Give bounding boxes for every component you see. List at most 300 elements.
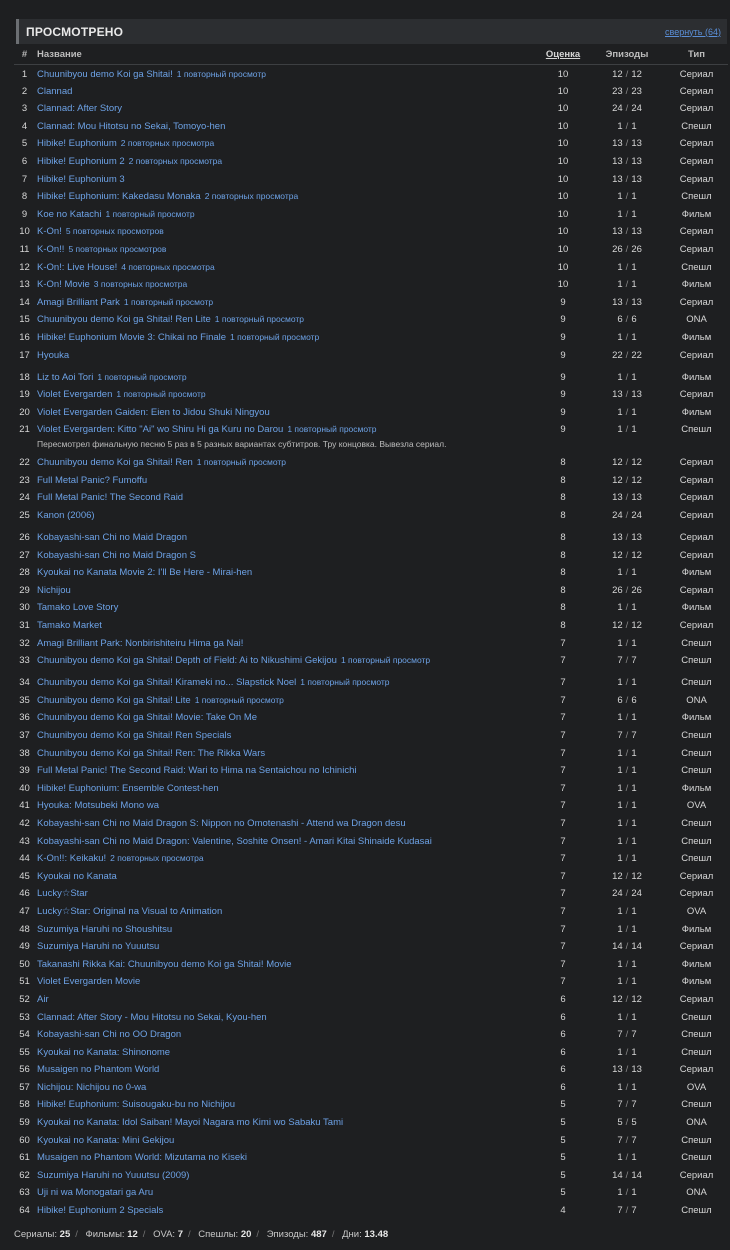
episodes-cell bbox=[589, 563, 665, 581]
table-row bbox=[14, 937, 728, 955]
ova-label: OVA: bbox=[153, 1229, 176, 1240]
episodes-watched: 13 bbox=[612, 226, 623, 238]
episodes-cell bbox=[589, 471, 665, 489]
anime-title-link[interactable]: Kobayashi-san Chi no Maid Dragon S: Nippon no Omotenashi - Attend wa Dragon desu bbox=[37, 817, 406, 829]
anime-title-link[interactable]: Hibike! Euphonium: Suisougaku-bu no Nichijou bbox=[37, 1099, 236, 1111]
row-number: 36 bbox=[19, 712, 30, 724]
anime-title-link[interactable]: Violet Evergarden Movie bbox=[37, 976, 141, 988]
anime-title-link[interactable]: Kobayashi-san Chi no Maid Dragon bbox=[37, 532, 187, 544]
title-cell bbox=[35, 420, 537, 453]
table-row bbox=[14, 506, 728, 528]
anime-title-link[interactable]: Chuunibyou demo Koi ga Shitai! bbox=[37, 68, 173, 80]
rewatch-count-link[interactable]: 5 повторных просмотров bbox=[68, 243, 167, 254]
anime-title-link[interactable]: Tamako Love Story bbox=[37, 602, 119, 614]
episodes-watched: 1 bbox=[617, 976, 623, 988]
rewatch-count-link[interactable]: 1 повторный просмотр bbox=[105, 208, 195, 219]
anime-title-link[interactable]: Hibike! Euphonium: Ensemble Contest-hen bbox=[37, 782, 219, 794]
title-cell bbox=[35, 651, 537, 673]
episodes-watched: 1 bbox=[617, 331, 623, 343]
anime-title-link[interactable]: Kobayashi-san Chi no Maid Dragon: Valentine, Soshite Onsen! - Amari Kitai Shinaide Kudasai bbox=[37, 835, 432, 847]
episodes-separator: / bbox=[625, 976, 629, 988]
episodes-total: 1 bbox=[631, 371, 637, 383]
episodes-cell bbox=[589, 726, 665, 744]
row-number: 50 bbox=[19, 958, 30, 970]
row-number: 13 bbox=[19, 279, 30, 291]
anime-title-link[interactable]: Musaigen no Phantom World: Mizutama no Kiseki bbox=[37, 1152, 247, 1164]
row-number: 22 bbox=[19, 457, 30, 469]
anime-title-link[interactable]: Suzumiya Haruhi no Shoushitsu bbox=[37, 923, 173, 935]
episodes-separator: / bbox=[625, 226, 629, 238]
episodes-separator: / bbox=[625, 532, 629, 544]
table-row bbox=[14, 205, 728, 223]
table-row bbox=[14, 990, 728, 1008]
row-number: 30 bbox=[19, 602, 30, 614]
title-cell bbox=[35, 258, 537, 276]
episodes-total: 26 bbox=[631, 584, 642, 596]
anime-title-link[interactable]: Full Metal Panic? Fumoffu bbox=[37, 474, 148, 486]
anime-title-link[interactable]: Hibike! Euphonium bbox=[37, 138, 117, 150]
anime-title-link[interactable]: Musaigen no Phantom World bbox=[37, 1064, 160, 1076]
episodes-total: 12 bbox=[631, 549, 642, 561]
score-cell: 9 bbox=[560, 406, 566, 418]
anime-title-link[interactable]: Kyoukai no Kanata: Idol Saiban! Mayoi Nagara mo Kimi wo Sabaku Tami bbox=[37, 1117, 344, 1129]
episodes-cell bbox=[589, 546, 665, 564]
score-cell: 8 bbox=[560, 532, 566, 544]
episodes-cell bbox=[589, 581, 665, 599]
collapse-link[interactable]: свернуть (64) bbox=[665, 26, 721, 37]
anime-title-link[interactable]: Liz to Aoi Tori bbox=[37, 371, 94, 383]
table-header-row bbox=[14, 48, 728, 64]
type-cell: Спешл bbox=[681, 747, 712, 759]
rewatch-count-link[interactable]: 1 повторный просмотр bbox=[340, 655, 431, 666]
rewatch-count-link[interactable]: 2 повторных просмотра bbox=[128, 155, 223, 166]
anime-title-link[interactable]: Lucky☆Star: Original na Visual to Animation bbox=[37, 905, 223, 917]
episodes-total: 13 bbox=[631, 296, 642, 308]
anime-title-link[interactable]: K-On!!: Keikaku! bbox=[37, 853, 107, 865]
episodes-total: 6 bbox=[631, 314, 637, 326]
anime-title-link[interactable]: Hyouka bbox=[37, 349, 70, 361]
rewatch-count-link[interactable]: 1 повторный просмотр bbox=[287, 424, 377, 435]
title-cell bbox=[35, 796, 537, 814]
films-count: 12 bbox=[127, 1229, 138, 1240]
title-cell bbox=[35, 779, 537, 797]
anime-title-link[interactable]: Kanon (2006) bbox=[37, 510, 95, 522]
rewatch-count-link[interactable]: 1 повторный просмотр bbox=[230, 331, 320, 342]
episodes-watched: 14 bbox=[612, 941, 623, 953]
episodes-total: 13 bbox=[631, 138, 642, 150]
episodes-cell bbox=[589, 761, 665, 779]
episodes-watched: 7 bbox=[617, 1029, 623, 1041]
anime-title-link[interactable]: Nichijou: Nichijou no 0-wa bbox=[37, 1081, 147, 1093]
score-cell: 10 bbox=[557, 226, 569, 238]
table-row bbox=[14, 368, 728, 386]
episodes-separator: / bbox=[625, 584, 629, 596]
title-cell bbox=[35, 99, 537, 117]
episodes-total: 1 bbox=[631, 765, 637, 777]
score-cell: 6 bbox=[560, 993, 566, 1005]
score-cell: 7 bbox=[560, 870, 566, 882]
anime-title-link[interactable]: Clannad: Mou Hitotsu no Sekai, Tomoyo-hen bbox=[37, 120, 226, 132]
episodes-separator: / bbox=[625, 155, 629, 167]
row-number: 32 bbox=[19, 637, 30, 649]
table-row bbox=[14, 1113, 728, 1131]
episodes-separator: / bbox=[625, 694, 629, 706]
episodes-watched: 7 bbox=[617, 730, 623, 741]
episodes-separator: / bbox=[625, 958, 629, 970]
episodes-total: 24 bbox=[631, 103, 642, 115]
rewatch-count-link[interactable]: 1 повторный просмотр bbox=[123, 296, 214, 307]
episodes-total: 7 bbox=[631, 730, 637, 741]
episodes-cell bbox=[589, 1078, 665, 1096]
episodes-separator: / bbox=[625, 279, 629, 291]
episodes-cell bbox=[589, 1148, 665, 1166]
table-row bbox=[14, 1078, 728, 1096]
title-cell bbox=[35, 1060, 537, 1078]
episodes-watched: 1 bbox=[617, 800, 623, 812]
episodes-watched: 1 bbox=[617, 261, 623, 273]
table-row bbox=[14, 1025, 728, 1043]
title-cell bbox=[35, 471, 537, 489]
episodes-watched: 13 bbox=[612, 492, 623, 504]
days-count: 13.48 bbox=[364, 1229, 389, 1240]
score-cell: 8 bbox=[560, 492, 566, 504]
episodes-cell bbox=[589, 275, 665, 293]
row-number: 8 bbox=[21, 191, 28, 203]
title-cell bbox=[35, 403, 537, 421]
episodes-separator: / bbox=[625, 406, 629, 418]
anime-title-link[interactable]: Hibike! Euphonium 3 bbox=[37, 173, 125, 185]
episodes-total: 7 bbox=[631, 1029, 637, 1041]
type-cell: Сериал bbox=[679, 549, 714, 561]
episodes-watched: 1 bbox=[617, 923, 623, 935]
anime-title-link[interactable]: Kobayashi-san Chi no Maid Dragon S bbox=[37, 549, 196, 561]
episodes-watched: 1 bbox=[617, 424, 623, 436]
episodes-watched: 13 bbox=[612, 138, 623, 150]
score-cell: 7 bbox=[560, 800, 566, 812]
episodes-watched: 1 bbox=[617, 817, 623, 829]
type-cell: Фильм bbox=[681, 371, 712, 383]
row-number: 3 bbox=[21, 103, 28, 115]
type-cell: Сериал bbox=[679, 492, 714, 504]
score-cell: 7 bbox=[560, 941, 566, 953]
anime-title-link[interactable]: K-On! bbox=[37, 226, 62, 238]
score-cell: 7 bbox=[560, 730, 566, 741]
anime-title-link[interactable]: Violet Evergarden Gaiden: Eien to Jidou Shuki Ningyou bbox=[37, 406, 270, 418]
episodes-separator: / bbox=[625, 68, 629, 80]
score-cell: 8 bbox=[560, 584, 566, 596]
table-row bbox=[14, 82, 728, 100]
row-number: 4 bbox=[21, 120, 28, 132]
episodes-total: 1 bbox=[631, 208, 637, 220]
episodes-separator: / bbox=[625, 1169, 629, 1181]
title-cell bbox=[35, 293, 537, 311]
rewatch-count-link[interactable]: 5 повторных просмотров bbox=[65, 226, 164, 237]
score-cell: 10 bbox=[557, 68, 569, 80]
anime-title-link[interactable]: Kyoukai no Kanata: Mini Gekijou bbox=[37, 1134, 175, 1146]
score-cell: 5 bbox=[560, 1134, 566, 1146]
anime-title-link[interactable]: Full Metal Panic! The Second Raid: Wari to Hima na Sentaichou no Ichinichi bbox=[37, 765, 357, 777]
user-comment: Пересмотрел финальную песню 5 раз в 5 разных вариантах субтитров. Тру концовка. Вывезла сериал. bbox=[37, 439, 447, 450]
anime-title-link[interactable]: Chuunibyou demo Koi ga Shitai! Ren: The Rikka Wars bbox=[37, 747, 266, 759]
score-cell: 7 bbox=[560, 677, 566, 689]
row-number: 55 bbox=[19, 1046, 30, 1058]
episodes-watched: 6 bbox=[617, 694, 623, 706]
episodes-total: 1 bbox=[631, 817, 637, 829]
score-cell: 10 bbox=[557, 208, 569, 220]
episodes-total: 1 bbox=[631, 976, 637, 988]
score-cell: 6 bbox=[560, 1064, 566, 1076]
anime-title-link[interactable]: Chuunibyou demo Koi ga Shitai! Ren Specials bbox=[37, 730, 232, 741]
title-cell bbox=[35, 902, 537, 920]
episodes-separator: / bbox=[625, 389, 629, 401]
rewatch-count-link[interactable]: 1 повторный просмотр bbox=[176, 68, 266, 79]
type-cell: Спешл bbox=[681, 191, 712, 203]
table-row bbox=[14, 673, 728, 691]
episodes-separator: / bbox=[625, 747, 629, 759]
score-cell: 5 bbox=[560, 1169, 566, 1181]
episodes-separator: / bbox=[625, 243, 629, 255]
episodes-watched: 24 bbox=[612, 103, 623, 115]
anime-title-link[interactable]: Kyoukai no Kanata Movie 2: I'll Be Here - Mirai-hen bbox=[37, 567, 253, 579]
title-cell bbox=[35, 691, 537, 709]
row-number: 27 bbox=[19, 549, 30, 561]
score-cell: 9 bbox=[560, 331, 566, 343]
col-episodes: Эпизоды bbox=[589, 48, 665, 64]
anime-title-link[interactable]: Amagi Brilliant Park bbox=[37, 296, 120, 308]
table-row bbox=[14, 1060, 728, 1078]
episodes-watched: 7 bbox=[617, 1099, 623, 1111]
episodes-total: 12 bbox=[631, 993, 642, 1005]
episodes-total: 13 bbox=[631, 389, 642, 401]
episodes-watched: 1 bbox=[617, 905, 623, 917]
title-cell bbox=[35, 385, 537, 403]
rewatch-count-link[interactable]: 1 повторный просмотр bbox=[97, 371, 187, 382]
anime-title-link[interactable]: Suzumiya Haruhi no Yuuutsu (2009) bbox=[37, 1169, 190, 1181]
table-row bbox=[14, 616, 728, 634]
anime-title-link[interactable]: Hibike! Euphonium 2 bbox=[37, 155, 125, 167]
episodes-cell bbox=[589, 651, 665, 673]
row-number: 52 bbox=[19, 993, 30, 1005]
col-score-sort[interactable]: Оценка bbox=[537, 48, 589, 64]
type-cell: Фильм bbox=[681, 567, 712, 579]
row-number: 34 bbox=[19, 677, 30, 689]
table-row bbox=[14, 651, 728, 673]
episodes-watched: 1 bbox=[617, 677, 623, 689]
anime-title-link[interactable]: Hibike! Euphonium: Kakedasu Monaka bbox=[37, 191, 201, 203]
episodes-total: 12 bbox=[631, 870, 642, 882]
table-row bbox=[14, 117, 728, 135]
anime-title-link[interactable]: Uji ni wa Monogatari ga Aru bbox=[37, 1187, 154, 1199]
episodes-watched: 1 bbox=[617, 208, 623, 220]
episodes-cell bbox=[589, 1025, 665, 1043]
table-row bbox=[14, 328, 728, 346]
table-row bbox=[14, 64, 728, 82]
anime-title-link[interactable]: Lucky☆Star bbox=[37, 888, 88, 900]
title-cell bbox=[35, 1166, 537, 1184]
episodes-total: 7 bbox=[631, 1205, 637, 1217]
score-cell: 4 bbox=[560, 1205, 566, 1217]
type-cell: Фильм bbox=[681, 331, 712, 343]
anime-title-link[interactable]: Chuunibyou demo Koi ga Shitai! Movie: Take On Me bbox=[37, 712, 258, 724]
episodes-watched: 13 bbox=[612, 1064, 623, 1076]
type-cell: Спешл bbox=[681, 853, 712, 865]
anime-title-link[interactable]: Nichijou bbox=[37, 584, 71, 596]
episodes-watched: 13 bbox=[612, 296, 623, 308]
score-cell: 8 bbox=[560, 510, 566, 522]
rewatch-count-link[interactable]: 1 повторный просмотр bbox=[196, 457, 287, 468]
anime-title-link[interactable]: Takanashi Rikka Kai: Chuunibyou demo Koi ga Shitai! Movie bbox=[37, 958, 292, 970]
episodes-separator: / bbox=[625, 510, 629, 522]
rewatch-count-link[interactable]: 1 повторный просмотр bbox=[214, 314, 304, 325]
episodes-watched: 1 bbox=[617, 1011, 623, 1023]
rewatch-count-link[interactable]: 2 повторных просмотра bbox=[110, 853, 204, 864]
title-cell bbox=[35, 1078, 537, 1096]
episodes-total: 1 bbox=[631, 958, 637, 970]
table-row bbox=[14, 920, 728, 938]
episodes-total: 1 bbox=[631, 406, 637, 418]
title-cell bbox=[35, 1183, 537, 1201]
anime-title-link[interactable]: Chuunibyou demo Koi ga Shitai! Ren Lite bbox=[37, 314, 211, 326]
episodes-separator: / bbox=[625, 492, 629, 504]
col-type: Тип bbox=[665, 48, 728, 64]
anime-title-link[interactable]: Kyoukai no Kanata: Shinonome bbox=[37, 1046, 171, 1058]
row-number: 39 bbox=[19, 765, 30, 777]
episodes-cell bbox=[589, 902, 665, 920]
anime-title-link[interactable]: Kyoukai no Kanata bbox=[37, 870, 117, 882]
rewatch-count-link[interactable]: 1 повторный просмотр bbox=[116, 389, 206, 400]
anime-title-link[interactable]: K-On! Movie bbox=[37, 279, 90, 291]
anime-title-link[interactable]: Suzumiya Haruhi no Yuuutsu bbox=[37, 941, 160, 953]
row-number: 1 bbox=[21, 68, 28, 80]
episodes-total: 13 bbox=[631, 1064, 642, 1076]
score-cell: 6 bbox=[560, 1046, 566, 1058]
episodes-watched: 1 bbox=[617, 958, 623, 970]
score-cell: 8 bbox=[560, 457, 566, 469]
films-label: Фильмы: bbox=[85, 1229, 125, 1240]
rewatch-count-link[interactable]: 2 повторных просмотра bbox=[204, 191, 299, 202]
score-cell: 10 bbox=[557, 173, 569, 185]
anime-title-link[interactable]: Full Metal Panic! The Second Raid bbox=[37, 492, 184, 504]
row-number: 44 bbox=[19, 853, 30, 865]
score-cell: 7 bbox=[560, 958, 566, 970]
type-cell: Сериал bbox=[679, 941, 714, 953]
title-cell bbox=[35, 205, 537, 223]
anime-title-link[interactable]: Chuunibyou demo Koi ga Shitai! Depth of Field: Ai to Nikushimi Gekijou bbox=[37, 655, 337, 667]
title-cell bbox=[35, 884, 537, 902]
episodes-watched: 12 bbox=[612, 68, 623, 80]
episodes-separator: / bbox=[625, 602, 629, 614]
score-cell: 5 bbox=[560, 1187, 566, 1199]
title-cell bbox=[35, 240, 537, 258]
anime-title-link[interactable]: Violet Evergarden bbox=[37, 389, 113, 401]
anime-title-link[interactable]: Violet Evergarden: Kitto "Ai" wo Shiru Hi ga Kuru no Darou bbox=[37, 424, 284, 436]
episodes-cell bbox=[589, 634, 665, 652]
anime-title-link[interactable]: Clannad: After Story bbox=[37, 103, 123, 115]
title-cell bbox=[35, 1025, 537, 1043]
anime-title-link[interactable]: Clannad: After Story - Mou Hitotsu no Sekai, Kyou-hen bbox=[37, 1011, 267, 1023]
episodes-total: 1 bbox=[631, 923, 637, 935]
score-cell: 8 bbox=[560, 602, 566, 614]
anime-title-link[interactable]: Chuunibyou demo Koi ga Shitai! Kirameki no... Slapstick Noel bbox=[37, 677, 297, 689]
anime-title-link[interactable]: K-On!! bbox=[37, 243, 65, 255]
score-cell: 10 bbox=[557, 191, 569, 203]
title-cell bbox=[35, 134, 537, 152]
anime-title-link[interactable]: Clannad bbox=[37, 85, 73, 97]
row-number: 46 bbox=[19, 888, 30, 900]
type-cell: Спешл bbox=[681, 835, 712, 847]
row-number: 48 bbox=[19, 923, 30, 935]
episodes-label: Эпизоды: bbox=[266, 1229, 309, 1240]
table-row bbox=[14, 134, 728, 152]
episodes-cell bbox=[589, 1095, 665, 1113]
episodes-total: 13 bbox=[631, 492, 642, 504]
episodes-cell bbox=[589, 134, 665, 152]
episodes-separator: / bbox=[625, 331, 629, 343]
episodes-separator: / bbox=[625, 567, 629, 579]
episodes-cell bbox=[589, 385, 665, 403]
episodes-watched: 1 bbox=[617, 765, 623, 777]
table-row bbox=[14, 867, 728, 885]
row-number: 54 bbox=[19, 1029, 30, 1041]
episodes-cell bbox=[589, 205, 665, 223]
table-row bbox=[14, 563, 728, 581]
episodes-total: 14 bbox=[631, 941, 642, 953]
episodes-total: 1 bbox=[631, 279, 637, 291]
anime-title-link[interactable]: Chuunibyou demo Koi ga Shitai! Ren bbox=[37, 457, 193, 469]
title-cell bbox=[35, 1201, 537, 1219]
anime-title-link[interactable]: Hyouka: Motsubeki Mono wa bbox=[37, 800, 159, 812]
episodes-total: 1 bbox=[631, 567, 637, 579]
row-number: 11 bbox=[19, 243, 30, 255]
episodes-watched: 1 bbox=[617, 1046, 623, 1058]
anime-title-link[interactable]: Air bbox=[37, 993, 49, 1005]
episodes-separator: / bbox=[625, 1099, 629, 1111]
anime-title-link[interactable]: Hibike! Euphonium Movie 3: Chikai no Finale bbox=[37, 331, 227, 343]
anime-title-link[interactable]: Kobayashi-san Chi no OO Dragon bbox=[37, 1029, 182, 1041]
row-number: 18 bbox=[19, 371, 30, 383]
score-cell: 7 bbox=[560, 817, 566, 829]
anime-title-link[interactable]: K-On!: Live House! bbox=[37, 261, 118, 273]
episodes-cell bbox=[589, 1008, 665, 1026]
rewatch-count-link[interactable]: 1 повторный просмотр bbox=[300, 677, 390, 688]
episodes-separator: / bbox=[625, 923, 629, 935]
rewatch-count-link[interactable]: 1 повторный просмотр bbox=[194, 694, 284, 705]
episodes-separator: / bbox=[625, 173, 629, 185]
episodes-cell bbox=[589, 1166, 665, 1184]
episodes-separator: / bbox=[625, 371, 629, 383]
episodes-cell bbox=[589, 187, 665, 205]
anime-title-link[interactable]: Amagi Brilliant Park: Nonbirishiteiru Hima ga Nai! bbox=[37, 637, 244, 649]
rewatch-count-link[interactable]: 3 повторных просмотра bbox=[93, 279, 188, 290]
row-number: 17 bbox=[19, 349, 30, 361]
anime-title-link[interactable]: Hibike! Euphonium 2 Specials bbox=[37, 1205, 164, 1217]
specials-label: Спешлы: bbox=[198, 1229, 239, 1240]
rewatch-count-link[interactable]: 2 повторных просмотра bbox=[120, 138, 215, 149]
table-row bbox=[14, 471, 728, 489]
episodes-cell bbox=[589, 1060, 665, 1078]
episodes-cell bbox=[589, 616, 665, 634]
table-row bbox=[14, 187, 728, 205]
anime-title-link[interactable]: Tamako Market bbox=[37, 620, 102, 632]
episodes-separator: / bbox=[625, 1046, 629, 1058]
episodes-separator: / bbox=[625, 677, 629, 689]
anime-title-link[interactable]: Chuunibyou demo Koi ga Shitai! Lite bbox=[37, 694, 191, 706]
episodes-total: 1 bbox=[631, 1152, 637, 1164]
score-cell: 7 bbox=[560, 835, 566, 847]
table-row bbox=[14, 1166, 728, 1184]
anime-title-link[interactable]: Koe no Katachi bbox=[37, 208, 102, 220]
rewatch-count-link[interactable]: 4 повторных просмотра bbox=[121, 261, 215, 272]
